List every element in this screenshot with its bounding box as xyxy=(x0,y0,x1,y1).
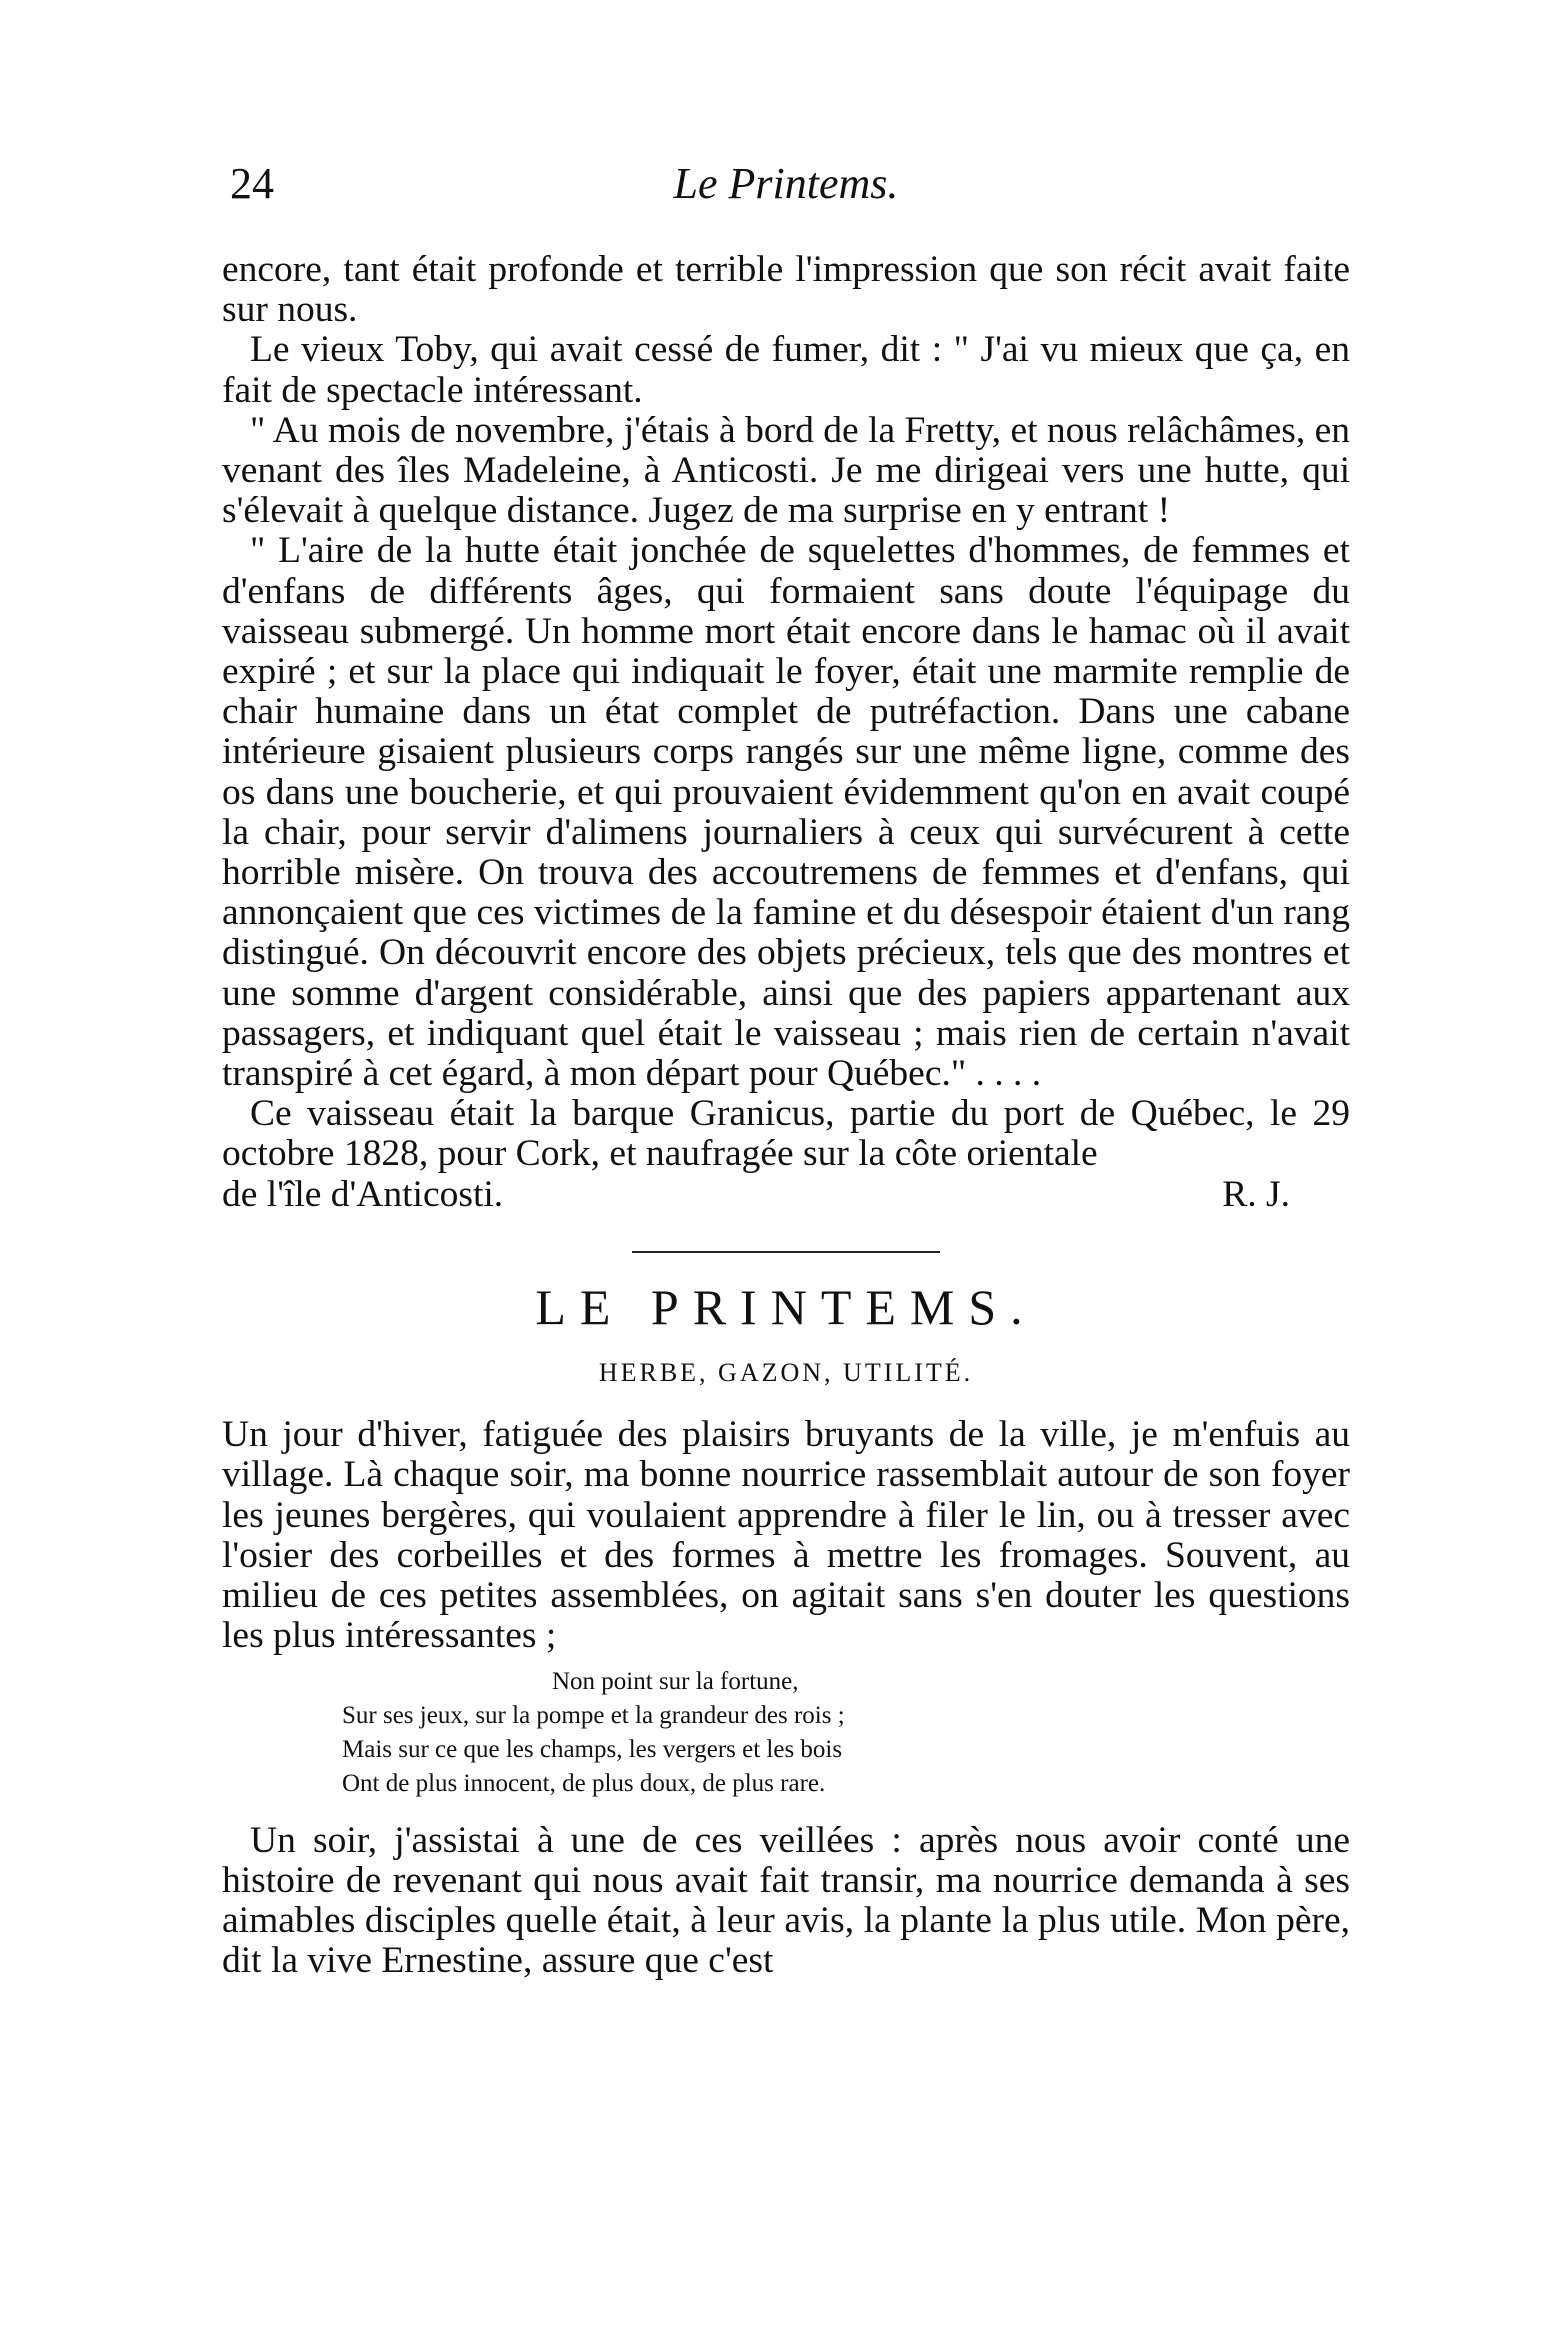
verse-line: Mais sur ce que les champs, les vergers et les bois xyxy=(342,1735,843,1763)
verse-quote xyxy=(222,1665,1350,1801)
paragraph-closing: Un soir, j'assistai à une de ces veillées : après nous avoir conté une histoire de revenant qui nous avait fait transir, ma nourrice demanda à ses aimables disciples quelle était, à leur avis, la plante la plus utile. Mon père, dit la vive Ernestine, assure que c'est xyxy=(222,1819,1350,1982)
paragraph-opening: Un jour d'hiver, fatiguée des plaisirs bruyants de la ville, je m'enfuis au village. Là chaque soir, ma bonne nourrice rassemblait autour de son foyer les jeunes bergères, qui voulaient apprendre à filer le lin, ou à tresser avec l'osier des corbeilles et des formes à mettre les fromages. Souvent, au milieu de ces petites assemblées, on agitait sans s'en douter les questions les plus intéressantes ; xyxy=(222,1414,1350,1657)
section-title: LE PRINTEMS. xyxy=(535,1278,1037,1335)
author-signature: R. J. xyxy=(1222,1173,1290,1215)
verse-line: Ont de plus innocent, de plus doux, de plus rare. xyxy=(342,1769,826,1797)
paragraph-november: " Au mois de novembre, j'étais à bord de la Fretty, et nous relâchâmes, en venant des îles Madeleine, à Anticosti. Je me dirigeai vers une hutte, qui s'élevait à quelque distance. Jugez de ma surprise en y entrant ! xyxy=(222,409,1350,532)
paragraph-toby: Le vieux Toby, qui avait cessé de fumer, dit : " J'ai vu mieux que ça, en fait de spectacle intéressant. xyxy=(222,329,1350,411)
paragraph-granicus: Ce vaisseau était la barque Granicus, partie du port de Québec, le 29 octobre 1828, pour Cork, et naufragée sur la côte orientale xyxy=(222,1093,1350,1175)
verse-line: Sur ses jeux, sur la pompe et la grandeur des rois ; xyxy=(342,1701,845,1729)
verse-line: Non point sur la fortune, xyxy=(552,1667,799,1695)
section-divider xyxy=(632,1251,940,1253)
running-title: Le Printems. xyxy=(673,159,899,208)
paragraph-continuation: encore, tant était profonde et terrible l'impression que son récit avait faite sur nous. xyxy=(222,249,1350,331)
paragraph-hut: " L'aire de la hutte était jonchée de squelettes d'hommes, de femmes et d'enfans de différents âges, qui formaient sans doute l'équipage du vaisseau submergé. Un homme mort était encore dans le hamac où il avait expiré ; et sur la place qui indiquait le foyer, était une marmite remplie de chair humaine dans un état complet de putréfaction. Dans une cabane intérieure gisaient plusieurs corps rangés sur une même ligne, comme des os dans une boucherie, et qui prouvaient évidemment qu'on en avait coupé la chair, pour servir d'alimens journaliers à ceux qui survécurent à cette horrible misère. On trouva des accoutremens de femmes et d'enfans, qui annonçaient que ces victimes de la famine et du désespoir étaient d'un rang distingué. On découvrit encore des objets précieux, tels que des montres et une somme d'argent considérable, ainsi que des papiers appartenant aux passagers, et indiquant quel était le vaisseau ; mais rien de certain n'avait transpiré à cet égard, à mon départ pour Québec." . . . . xyxy=(222,530,1350,1095)
page-body xyxy=(222,250,1350,1981)
story-last-line: de l'île d'Anticosti. xyxy=(222,1173,504,1215)
page-number: 24 xyxy=(230,159,274,208)
section-subtitle: HERBE, GAZON, UTILITÉ. xyxy=(598,1358,974,1388)
story-ending-line xyxy=(222,1175,1350,1215)
page-header xyxy=(222,158,1350,218)
